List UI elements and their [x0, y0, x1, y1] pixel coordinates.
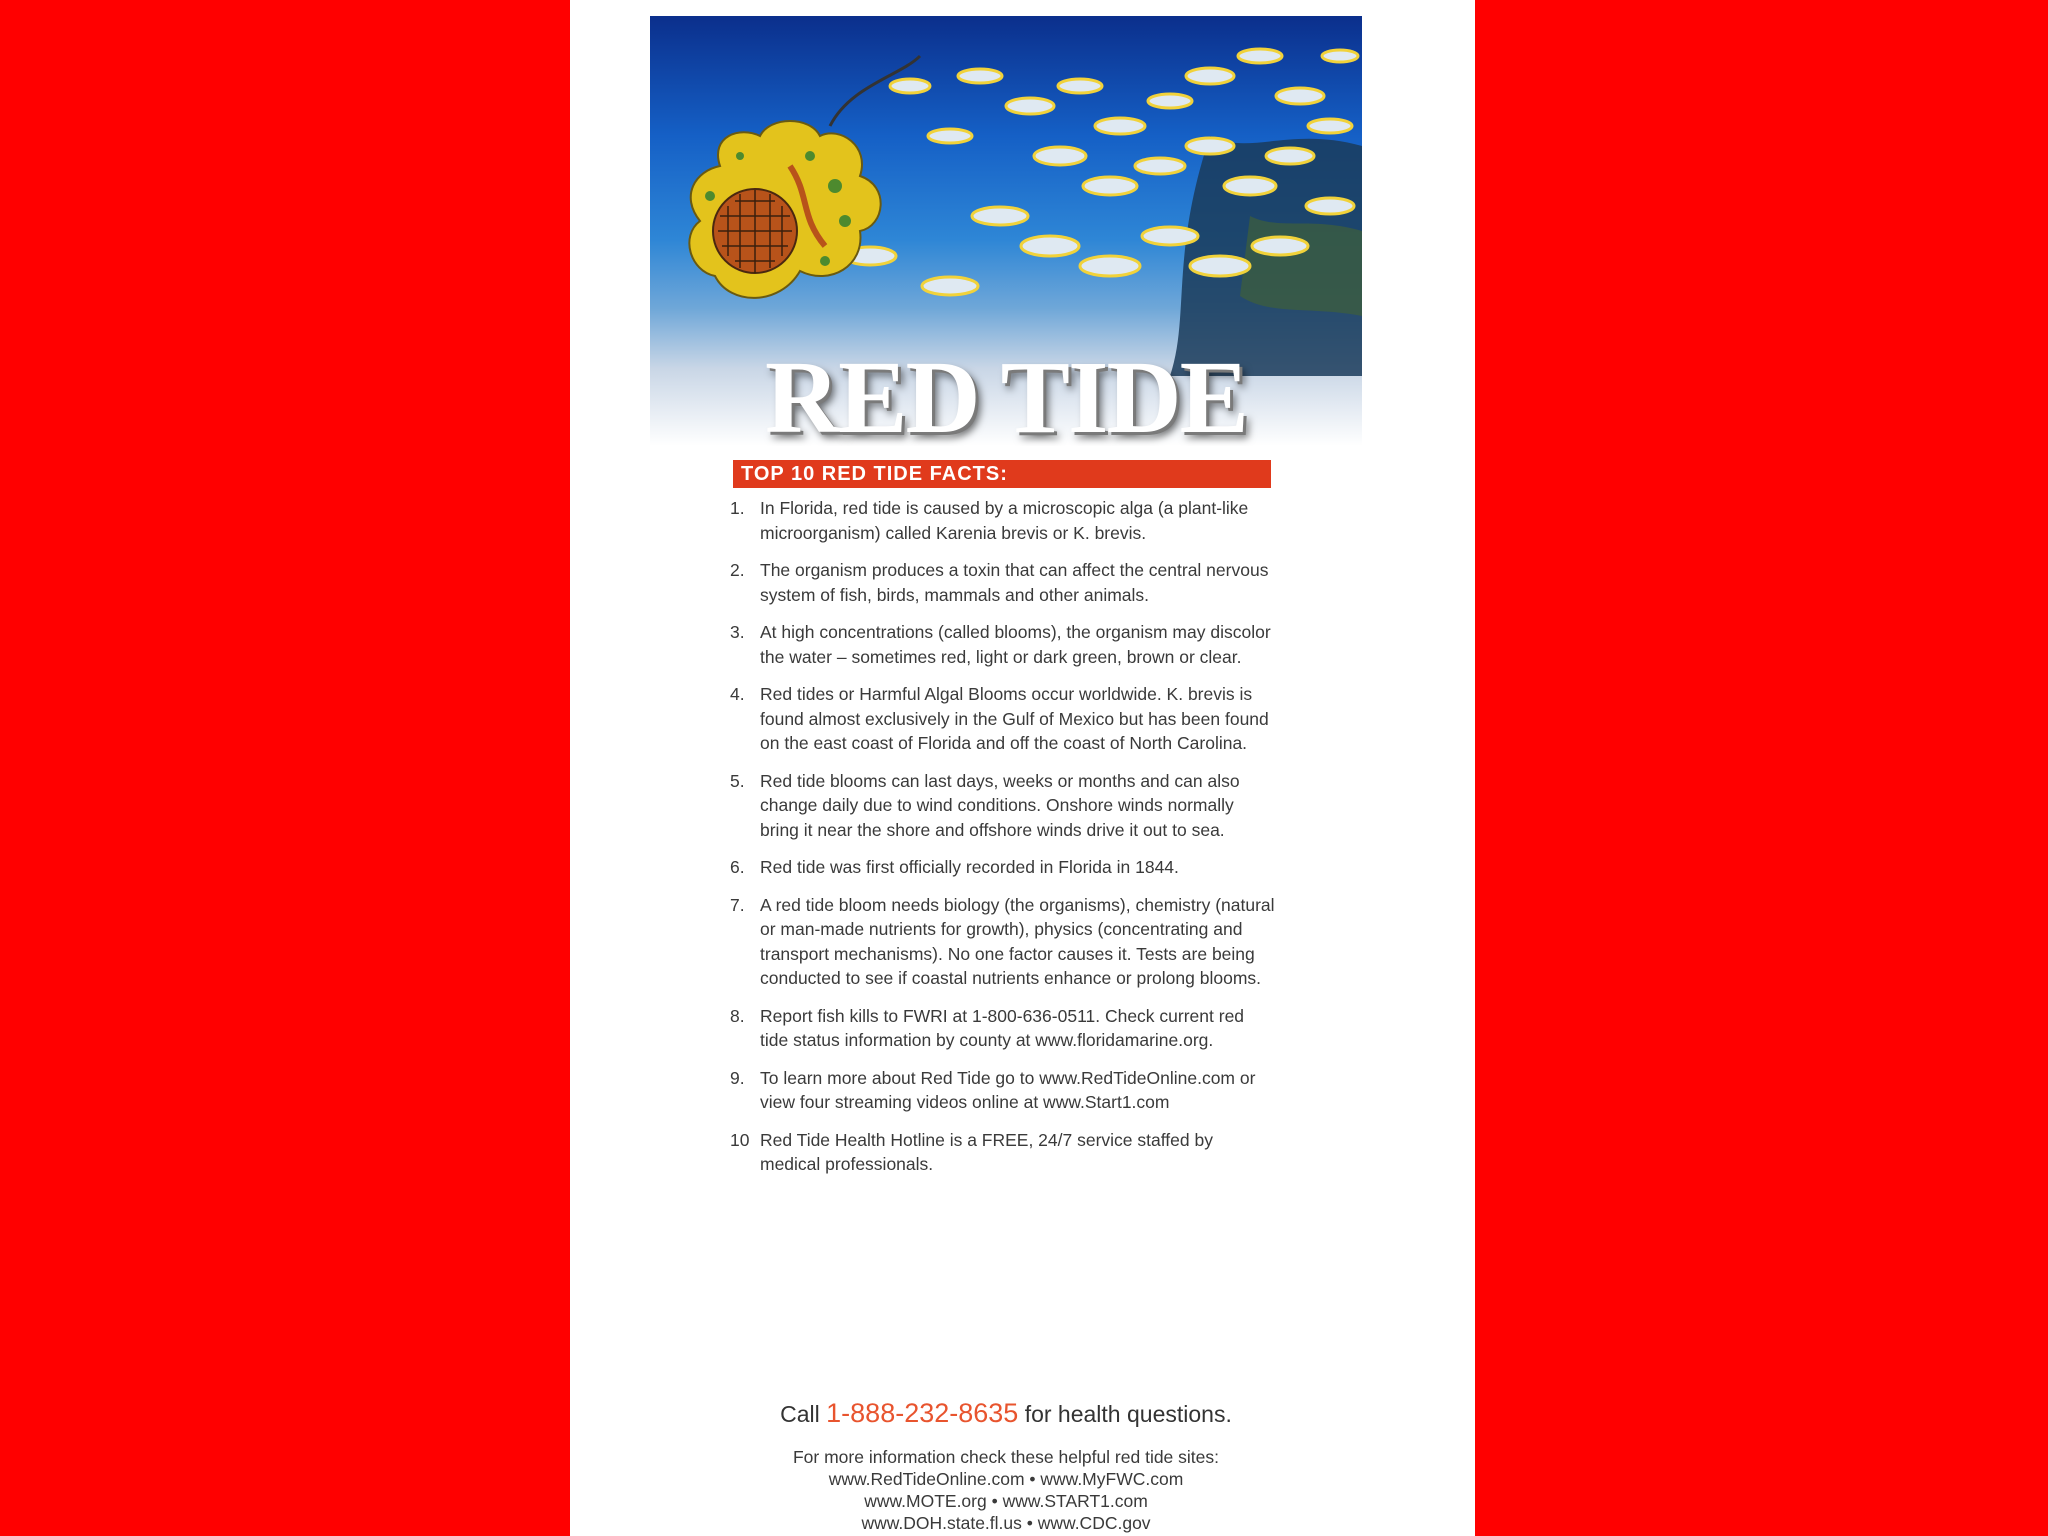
hotline-call	[650, 1398, 1362, 1429]
page-sheet	[570, 0, 1475, 1536]
list-item: 5. Red tide blooms can last days, weeks or months and can also change daily due to wind conditions. Onshore winds normally bring it near the shore and offshore winds drive it out to sea.	[730, 770, 1240, 840]
call-prefix: Call	[780, 1401, 820, 1427]
facts-heading: TOP 10 RED TIDE FACTS:	[733, 460, 1271, 488]
info-links-line[interactable]: www.MOTE.org • www.START1.com	[864, 1491, 1148, 1511]
list-item: 2. The organism produces a toxin that can affect the central nervous system of fish, birds, mammals and other animals.	[730, 560, 1269, 605]
list-item: 1. In Florida, red tide is caused by a microscopic alga (a plant-like microorganism) called Karenia brevis or K. brevis.	[730, 498, 1249, 543]
call-suffix: for health questions.	[1024, 1401, 1232, 1427]
list-item: 10 Red Tide Health Hotline is a FREE, 24/7 service staffed by medical professionals.	[730, 1129, 1213, 1174]
more-info	[650, 1446, 1362, 1534]
list-item: 4. Red tides or Harmful Algal Blooms occur worldwide. K. brevis is found almost exclusively in the Gulf of Mexico but has been found on the east coast of Florida and off the coast of North Carolina.	[730, 684, 1269, 753]
list-item: 7. A red tide bloom needs biology (the organisms), chemistry (natural or man-made nutrients for growth), physics (concentrating and transport mechanisms). No one factor causes it. Tests are being conducted to see if coastal nutrients enhance or prolong blooms.	[730, 894, 1275, 988]
page-title: RED TIDE	[764, 340, 1247, 446]
brochure	[650, 0, 1440, 1536]
list-item: 8. Report fish kills to FWRI at 1-800-636-0511. Check current red tide status information by county at www.floridamarine.org.	[730, 1005, 1245, 1050]
list-item: 9. To learn more about Red Tide go to www.RedTideOnline.com or view four streaming videos online at www.Start1.com	[730, 1067, 1256, 1112]
info-heading: For more information check these helpful red tide sites:	[792, 1447, 1220, 1467]
list-item: 3. At high concentrations (called blooms), the organism may discolor the water – sometimes red, light or dark green, brown or clear.	[730, 622, 1271, 667]
info-links-line[interactable]: www.DOH.state.fl.us • www.CDC.gov	[861, 1513, 1151, 1533]
facts-list	[730, 496, 1275, 1177]
hero-image	[650, 16, 1362, 446]
info-links-line[interactable]: www.RedTideOnline.com • www.MyFWC.com	[828, 1469, 1184, 1489]
hotline-phone[interactable]: 1-888-232-8635	[826, 1398, 1019, 1428]
list-item: 6. Red tide was first officially recorded in Florida in 1844.	[730, 857, 1179, 877]
